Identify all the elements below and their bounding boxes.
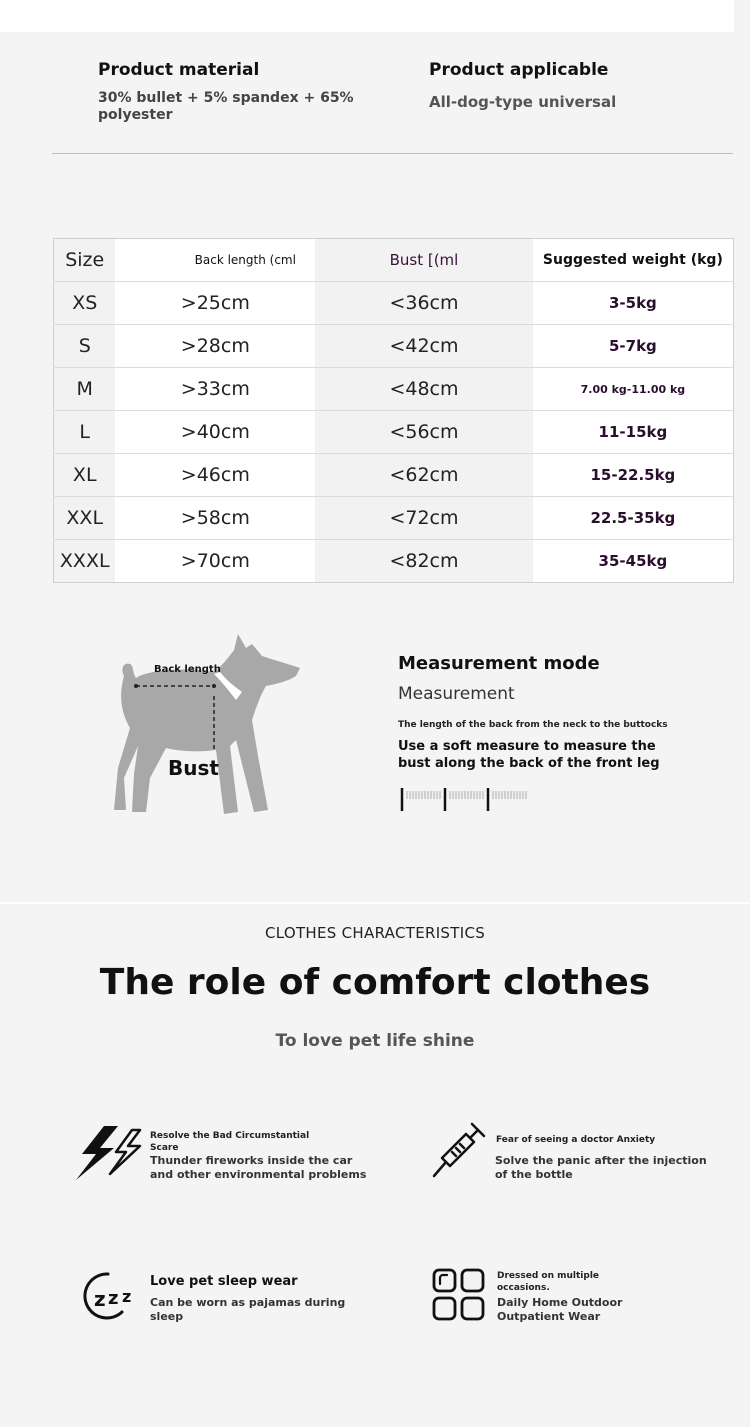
cell-bust: <82cm: [315, 540, 533, 583]
cell-back-length: >28cm: [115, 325, 315, 368]
cell-bust: <42cm: [315, 325, 533, 368]
section-separator: [0, 902, 750, 904]
header-bust: Bust [(ml: [315, 239, 533, 282]
cell-size: L: [54, 411, 116, 454]
cell-back-length: >58cm: [115, 497, 315, 540]
measurement-mode: [398, 653, 718, 772]
feature-doctor: [432, 1122, 722, 1182]
table-row: [54, 540, 734, 583]
cell-size: XL: [54, 454, 116, 497]
cell-back-length: >33cm: [115, 368, 315, 411]
cell-bust: <36cm: [315, 282, 533, 325]
feature-text: Thunder fireworks inside the car and other environmental problems: [150, 1154, 367, 1181]
header-back-length: Back length (cml: [115, 239, 315, 282]
applicable-title: Product applicable: [429, 60, 609, 80]
feature-thunder: [74, 1124, 374, 1184]
table-row: [54, 497, 734, 540]
divider: [52, 153, 733, 154]
cell-back-length: >70cm: [115, 540, 315, 583]
characteristics-kicker: CLOTHES CHARACTERISTICS: [264, 924, 486, 942]
cell-size: M: [54, 368, 116, 411]
header-size: Size: [54, 239, 116, 282]
cell-weight: 5-7kg: [533, 325, 734, 368]
feature-sleep: [72, 1268, 372, 1328]
measurement-subtitle: Measurement: [398, 684, 515, 704]
cell-bust: <48cm: [315, 368, 533, 411]
feature-text: Daily Home Outdoor Outpatient Wear: [497, 1296, 623, 1323]
characteristics-title: The role of comfort clothes: [99, 962, 651, 1003]
cell-weight: 35-45kg: [533, 540, 734, 583]
cell-size: XS: [54, 282, 116, 325]
feature-text: Solve the panic after the injection of the bottle: [495, 1154, 707, 1181]
table-row: [54, 282, 734, 325]
measurement-title: Measurement mode: [398, 653, 600, 674]
material-block: [98, 60, 358, 124]
cell-weight: 7.00 kg-11.00 kg: [533, 368, 734, 411]
material-value: 30% bullet + 5% spandex + 65% polyester: [98, 90, 354, 123]
cell-size: XXXL: [54, 540, 116, 583]
feature-small-title: Fear of seeing a doctor Anxiety: [496, 1135, 656, 1145]
lightning-icon: [74, 1124, 142, 1180]
back-length-label: Back length: [154, 664, 221, 675]
header-weight: Suggested weight (kg): [533, 239, 734, 282]
table-row: [54, 411, 734, 454]
size-table: [53, 238, 734, 583]
ruler-icon: [399, 787, 529, 813]
grid-icon: [432, 1268, 486, 1322]
top-strip: [0, 0, 734, 32]
feature-text: Can be worn as pajamas during sleep: [150, 1296, 346, 1323]
svg-text:z: z: [108, 1288, 119, 1309]
dog-measurement-diagram: [110, 628, 345, 818]
syringe-icon: [432, 1122, 486, 1178]
dog-silhouette-icon: [110, 628, 345, 818]
feature-title: Love pet sleep wear: [150, 1274, 298, 1289]
applicable-block: [429, 60, 689, 111]
cell-back-length: >40cm: [115, 411, 315, 454]
cell-weight: 11-15kg: [533, 411, 734, 454]
cell-bust: <72cm: [315, 497, 533, 540]
measurement-note: The length of the back from the neck to the buttocks: [398, 720, 668, 730]
feature-small-title: Dressed on multiple occasions.: [497, 1271, 600, 1293]
table-header-row: [54, 239, 734, 282]
bust-label: Bust: [168, 756, 219, 780]
material-title: Product material: [98, 60, 260, 80]
svg-text:z: z: [122, 1287, 132, 1306]
cell-back-length: >25cm: [115, 282, 315, 325]
feature-small-title: Resolve the Bad Circumstantial Scare: [150, 1131, 310, 1153]
table-row: [54, 454, 734, 497]
feature-occasions: [432, 1268, 722, 1328]
measurement-description: Use a soft measure to measure the bust along the back of the front leg: [398, 739, 660, 771]
svg-text:z: z: [94, 1287, 106, 1311]
cell-weight: 3-5kg: [533, 282, 734, 325]
sleep-icon: [72, 1268, 142, 1324]
applicable-value: All-dog-type universal: [429, 93, 617, 111]
cell-back-length: >46cm: [115, 454, 315, 497]
table-row: [54, 368, 734, 411]
cell-weight: 22.5-35kg: [533, 497, 734, 540]
cell-size: XXL: [54, 497, 116, 540]
cell-weight: 15-22.5kg: [533, 454, 734, 497]
characteristics-tagline: To love pet life shine: [275, 1031, 475, 1051]
cell-bust: <56cm: [315, 411, 533, 454]
cell-size: S: [54, 325, 116, 368]
table-row: [54, 325, 734, 368]
cell-bust: <62cm: [315, 454, 533, 497]
